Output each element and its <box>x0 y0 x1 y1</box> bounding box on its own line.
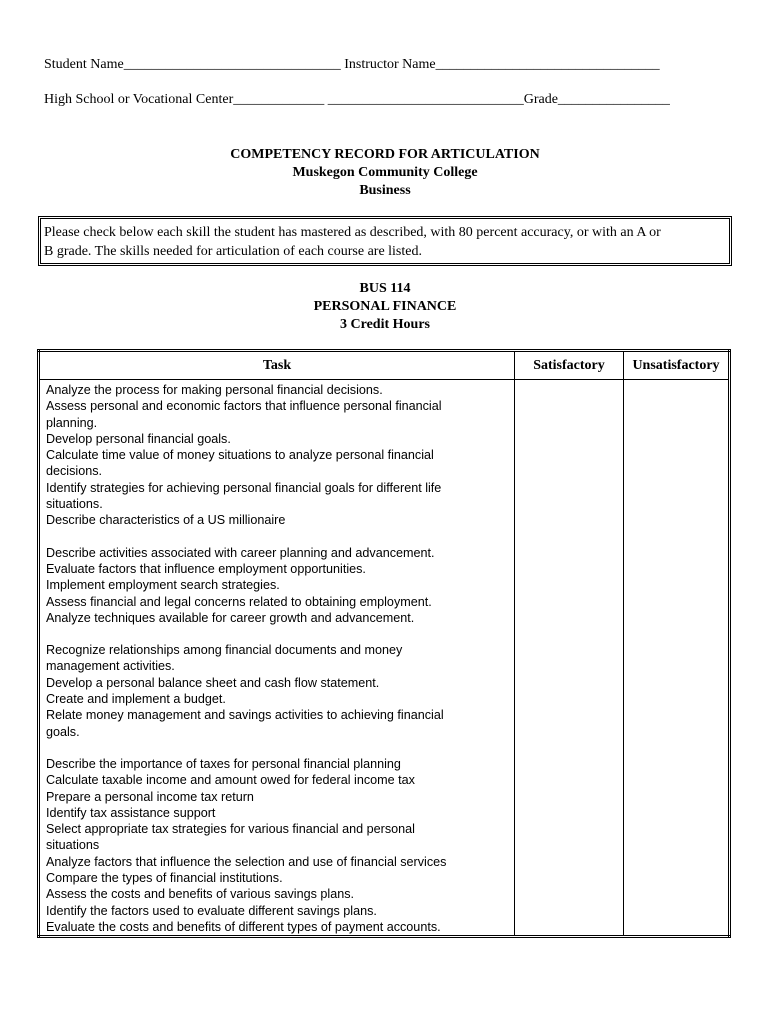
title-line-3: Business <box>359 183 411 198</box>
unsatisfactory-column-header: Unsatisfactory <box>624 351 730 380</box>
satisfactory-checkbox-cell[interactable] <box>515 380 624 937</box>
unsatisfactory-checkbox-cell[interactable] <box>624 380 730 937</box>
course-name: PERSONAL FINANCE <box>313 299 457 314</box>
task-line: Implement employment search strategies. <box>46 578 280 593</box>
task-group <box>46 545 510 626</box>
satisfactory-column-header: Satisfactory <box>515 351 624 380</box>
task-line: goals. <box>46 724 80 739</box>
task-line: Evaluate factors that influence employment opportunities. <box>46 561 366 576</box>
competency-table <box>37 349 731 938</box>
task-line: Identify tax assistance support <box>46 805 216 820</box>
task-group <box>46 756 510 935</box>
course-code: BUS 114 <box>359 281 411 296</box>
task-line: Evaluate the costs and benefits of different types of payment accounts. <box>46 919 441 934</box>
course-heading <box>0 280 770 334</box>
student-name-field[interactable]: Student Name_______________________________ <box>44 57 341 72</box>
task-line: Assess financial and legal concerns related to obtaining employment. <box>46 594 432 609</box>
instructions-box <box>38 216 732 266</box>
school-grade-row <box>44 92 670 108</box>
task-line: management activities. <box>46 659 175 674</box>
task-column-header: Task <box>39 351 515 380</box>
school-field[interactable]: High School or Vocational Center_____________ ____________________________ <box>44 92 524 107</box>
document-title <box>0 146 770 200</box>
task-cell <box>39 380 515 937</box>
course-credits: 3 Credit Hours <box>340 317 430 332</box>
task-line: Identify the factors used to evaluate different savings plans. <box>46 903 377 918</box>
task-line: Identify strategies for achieving personal financial goals for different life <box>46 480 442 495</box>
task-line: Assess personal and economic factors that influence personal financial <box>46 399 442 414</box>
title-line-2: Muskegon Community College <box>292 165 478 180</box>
table-header-row <box>39 351 730 380</box>
task-line: Describe activities associated with career planning and advancement. <box>46 545 435 560</box>
title-line-1: COMPETENCY RECORD FOR ARTICULATION <box>230 147 540 162</box>
task-line: Calculate taxable income and amount owed for federal income tax <box>46 773 415 788</box>
task-line: planning. <box>46 415 98 430</box>
grade-field[interactable]: Grade________________ <box>523 92 670 107</box>
task-line: Select appropriate tax strategies for various financial and personal <box>46 822 415 837</box>
task-group <box>46 642 510 740</box>
task-line: situations <box>46 838 100 853</box>
task-line: Assess the costs and benefits of various savings plans. <box>46 887 355 902</box>
task-line: Describe the importance of taxes for personal financial planning <box>46 756 401 771</box>
task-line: Analyze factors that influence the selection and use of financial services <box>46 854 447 869</box>
task-line: Calculate time value of money situations to analyze personal financial <box>46 448 434 463</box>
task-line: Describe characteristics of a US millionaire <box>46 513 286 528</box>
task-group <box>46 382 510 529</box>
task-line: Analyze techniques available for career growth and advancement. <box>46 610 415 625</box>
student-instructor-row <box>44 57 660 73</box>
task-line: Analyze the process for making personal financial decisions. <box>46 383 383 397</box>
instructor-name-field[interactable]: Instructor Name________________________________ <box>344 57 660 72</box>
instructions-line-2: B grade. The skills needed for articulation of each course are listed. <box>44 244 422 259</box>
task-line: Develop personal financial goals. <box>46 431 231 446</box>
instructions-line-1: Please check below each skill the student has mastered as described, with 80 percent accuracy, or with an A or <box>44 225 661 240</box>
task-line: Create and implement a budget. <box>46 692 226 707</box>
table-row <box>39 380 730 937</box>
task-line: situations. <box>46 497 103 512</box>
task-line: decisions. <box>46 464 103 479</box>
task-line: Relate money management and savings activities to achieving financial <box>46 708 444 723</box>
task-line: Prepare a personal income tax return <box>46 789 254 804</box>
task-line: Compare the types of financial institutions. <box>46 871 283 886</box>
task-line: Recognize relationships among financial documents and money <box>46 643 403 658</box>
task-line: Develop a personal balance sheet and cash flow statement. <box>46 675 380 690</box>
